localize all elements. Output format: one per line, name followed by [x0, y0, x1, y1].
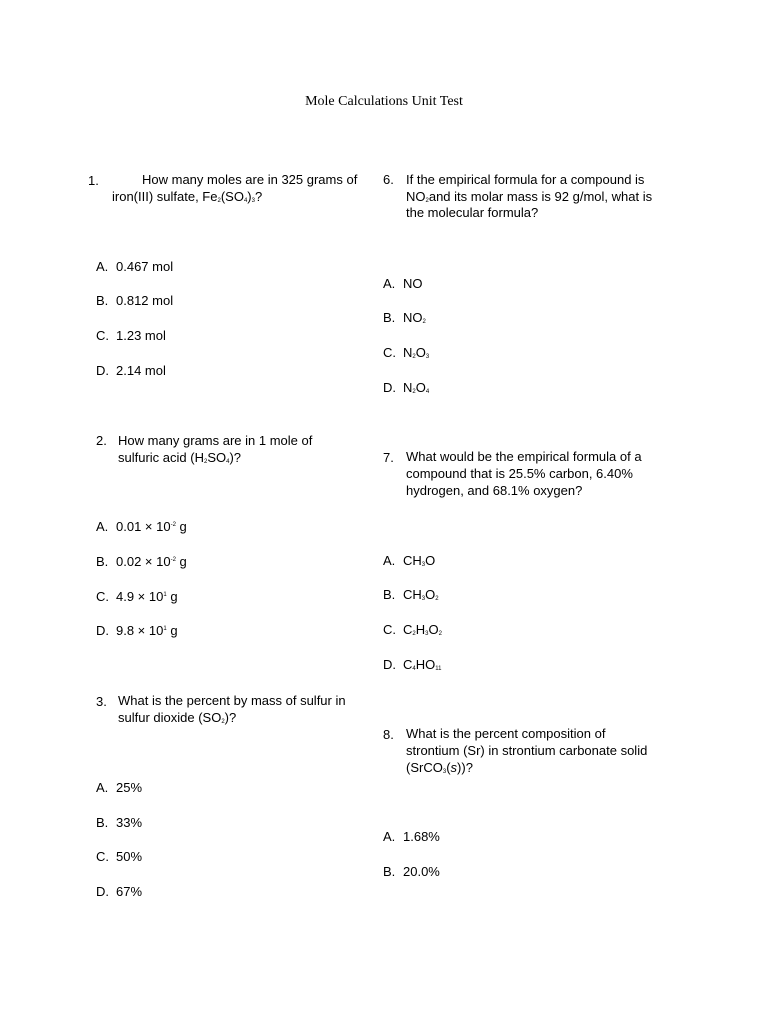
question-text-line: What is the percent composition of	[406, 726, 606, 741]
question-text-line: sulfuric acid $(H_2SO_4)$?	[118, 450, 242, 465]
answer-choice[interactable]: C. 50%	[96, 849, 143, 864]
answer-choice[interactable]: D. 67%	[96, 884, 143, 899]
answer-choice[interactable]: B. $NO_2$	[383, 310, 426, 325]
answer-choice[interactable]: B. 0.812 mol	[96, 293, 174, 308]
question-text-line: What is the percent by mass of sulfur in	[118, 693, 346, 708]
question-number: 6.	[383, 172, 394, 187]
question-text-line: sulfur dioxide $(SO_2)$?	[118, 710, 237, 725]
answer-choice[interactable]: A. 0.467 mol	[96, 259, 174, 274]
answer-choice[interactable]: C. 1.23 mol	[96, 328, 166, 343]
question-text-line: the molecular formula?	[406, 205, 539, 220]
answer-choice[interactable]: A. NO	[383, 276, 423, 291]
answer-choice[interactable]: C. $N_2O_3$	[383, 345, 430, 360]
question-text-line: (SrCO$_3$(s))?	[406, 760, 473, 775]
question-text-line: strontium (Sr) in strontium carbonate solid	[406, 743, 648, 758]
answer-choice[interactable]: D. $9.8 \times 10^1$ g	[96, 623, 178, 638]
answer-choice[interactable]: A. $0.01 \times 10^{-2}$ g	[96, 519, 187, 534]
question-text-line: iron(III) sulfate, $Fe_2(SO_4)_3$?	[112, 189, 263, 204]
question-number: 2.	[96, 433, 107, 448]
answer-choice[interactable]: B. $0.02 \times 10^{-2}$ g	[96, 554, 187, 569]
answer-choice[interactable]: B. 20.0%	[383, 864, 440, 879]
answer-choice[interactable]: B. $CH_3O_2$	[383, 587, 439, 602]
question-text-line: What would be the empirical formula of a	[406, 449, 642, 464]
question-number: 8.	[383, 727, 394, 742]
answer-choice[interactable]: C. $4.9 \times 10^1$ g	[96, 589, 178, 604]
question-number: 3.	[96, 694, 107, 709]
question-text-line: How many grams are in 1 mole of	[118, 433, 313, 448]
question-text-line: $NO_2and$ its molar mass is 92 g/mol, what is	[406, 189, 653, 204]
answer-choice[interactable]: C. $C_2H_3O_2$	[383, 622, 442, 637]
question-text-line: If the empirical formula for a compound is	[406, 172, 645, 187]
question-text-line: How many moles are in 325 grams of	[142, 172, 358, 187]
page-title: Mole Calculations Unit Test	[305, 94, 463, 109]
question-text-line: compound that is 25.5% carbon, 6.40%	[406, 466, 633, 481]
question-number: 7.	[383, 450, 394, 465]
answer-choice[interactable]: B. 33%	[96, 815, 143, 830]
question-number: 1.	[88, 173, 99, 188]
answer-choice[interactable]: D. $C_4HO_{11}$	[383, 657, 442, 672]
answer-choice[interactable]: D. $N_2O_4$	[383, 380, 430, 395]
answer-choice[interactable]: A. 1.68%	[383, 829, 440, 844]
answer-choice[interactable]: D. 2.14 mol	[96, 363, 166, 378]
answer-choice[interactable]: A. 25%	[96, 780, 143, 795]
question-text-line: hydrogen, and 68.1% oxygen?	[406, 483, 583, 498]
answer-choice[interactable]: A. $CH_3O$	[383, 553, 436, 568]
